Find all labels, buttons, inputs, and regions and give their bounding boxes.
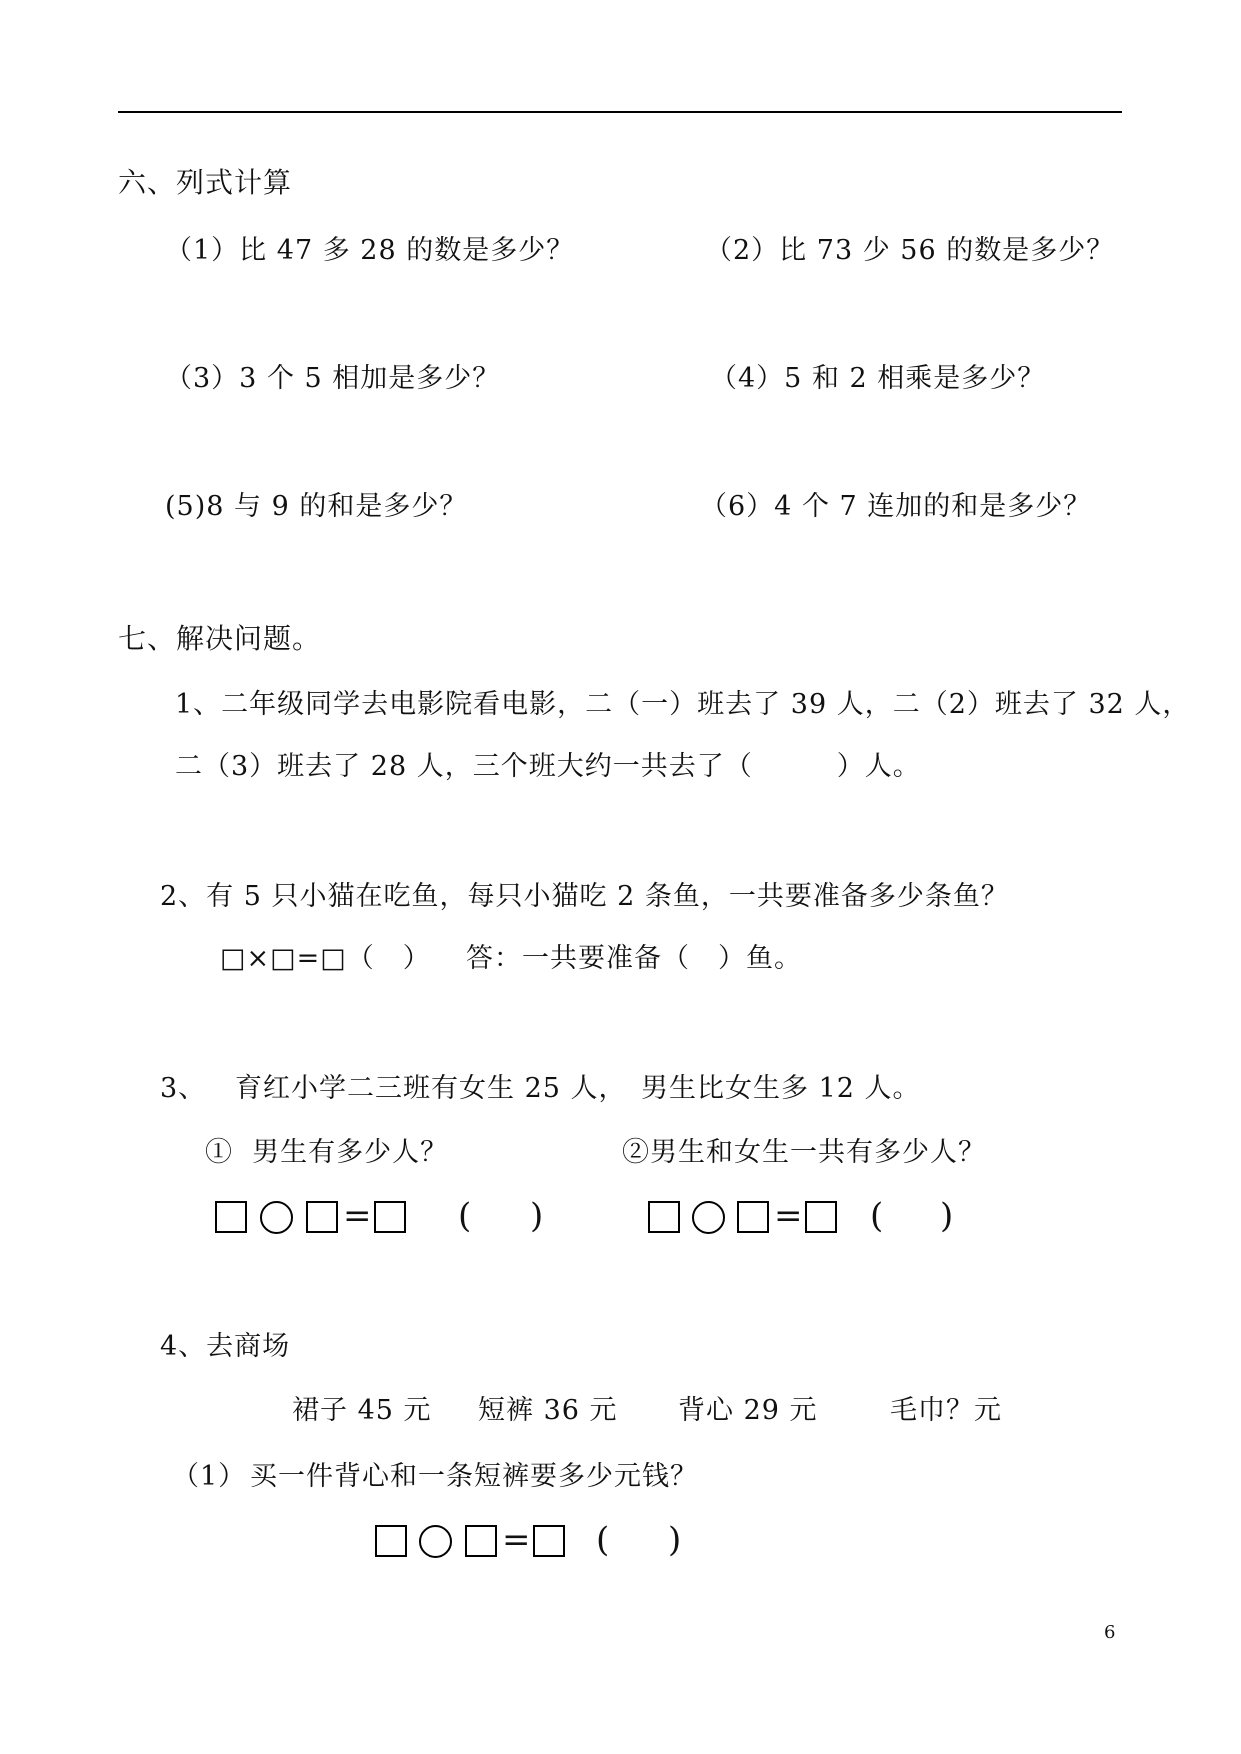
problem-1-line-2: 二（3）班去了 28 人，三个班大约一共去了（ ）人。 — [175, 751, 921, 782]
answer-box — [375, 1525, 407, 1557]
header-rule — [118, 111, 1122, 113]
answer-paren-close: ) — [940, 1196, 954, 1236]
problem-4-sub-1-number: （1） — [172, 1461, 247, 1492]
answer-box — [215, 1201, 247, 1233]
problem-2-question: 2、有 5 只小猫在吃鱼，每只小猫吃 2 条鱼，一共要准备多少条鱼？ — [160, 881, 1009, 912]
problem-4-sub-1: 买一件背心和一条短裤要多少元钱？ — [250, 1461, 698, 1492]
answer-paren-open: ( — [596, 1520, 610, 1560]
problem-3-number: 3、 — [160, 1073, 207, 1104]
operator-circle — [692, 1201, 725, 1234]
equals-sign: = — [343, 1196, 372, 1236]
problem-2-answer: 答：一共要准备（ ）鱼。 — [466, 943, 802, 974]
answer-box — [465, 1525, 497, 1557]
answer-box — [374, 1201, 406, 1233]
problem-3-sub-2: ②男生和女生一共有多少人？ — [622, 1137, 986, 1168]
price-vest: 背心 29 元 — [678, 1395, 818, 1426]
problem-3-question: 育红小学二三班有女生 25 人， 男生比女生多 12 人。 — [235, 1073, 921, 1104]
problem-1-line-1: 1、二年级同学去电影院看电影，二（一）班去了 39 人，二（2）班去了 32 人， — [175, 689, 1191, 720]
price-skirt: 裙子 45 元 — [292, 1395, 432, 1426]
question-3: （3）3 个 5 相加是多少？ — [165, 363, 501, 394]
answer-box — [737, 1201, 769, 1233]
operator-circle — [419, 1525, 452, 1558]
equals-sign: = — [502, 1520, 531, 1560]
operator-circle — [260, 1201, 293, 1234]
answer-paren-open: ( — [870, 1196, 884, 1236]
question-6: （6）4 个 7 连加的和是多少？ — [700, 491, 1092, 522]
answer-paren-open: ( — [458, 1196, 472, 1236]
section-7-title: 七、解决问题。 — [118, 622, 322, 655]
answer-paren-close: ) — [668, 1520, 682, 1560]
question-4: （4）5 和 2 相乘是多少？ — [710, 363, 1046, 394]
question-2: （2）比 73 少 56 的数是多少？ — [705, 235, 1115, 266]
problem-3-sub-1: ① 男生有多少人？ — [205, 1137, 449, 1168]
answer-paren-close: ) — [530, 1196, 544, 1236]
answer-box — [306, 1201, 338, 1233]
question-1: （1）比 47 多 28 的数是多少？ — [165, 235, 575, 266]
price-shorts: 短裤 36 元 — [478, 1395, 618, 1426]
problem-2-equation: □×□=□（ ） — [220, 943, 431, 974]
section-6-title: 六、列式计算 — [118, 166, 293, 199]
problem-4-title: 4、去商场 — [160, 1331, 291, 1362]
page-number: 6 — [1104, 1622, 1116, 1643]
price-towel: 毛巾？元 — [890, 1395, 1002, 1426]
question-5: (5)8 与 9 的和是多少？ — [165, 491, 468, 522]
answer-box — [533, 1525, 565, 1557]
equals-sign: = — [774, 1196, 803, 1236]
answer-box — [805, 1201, 837, 1233]
answer-box — [648, 1201, 680, 1233]
